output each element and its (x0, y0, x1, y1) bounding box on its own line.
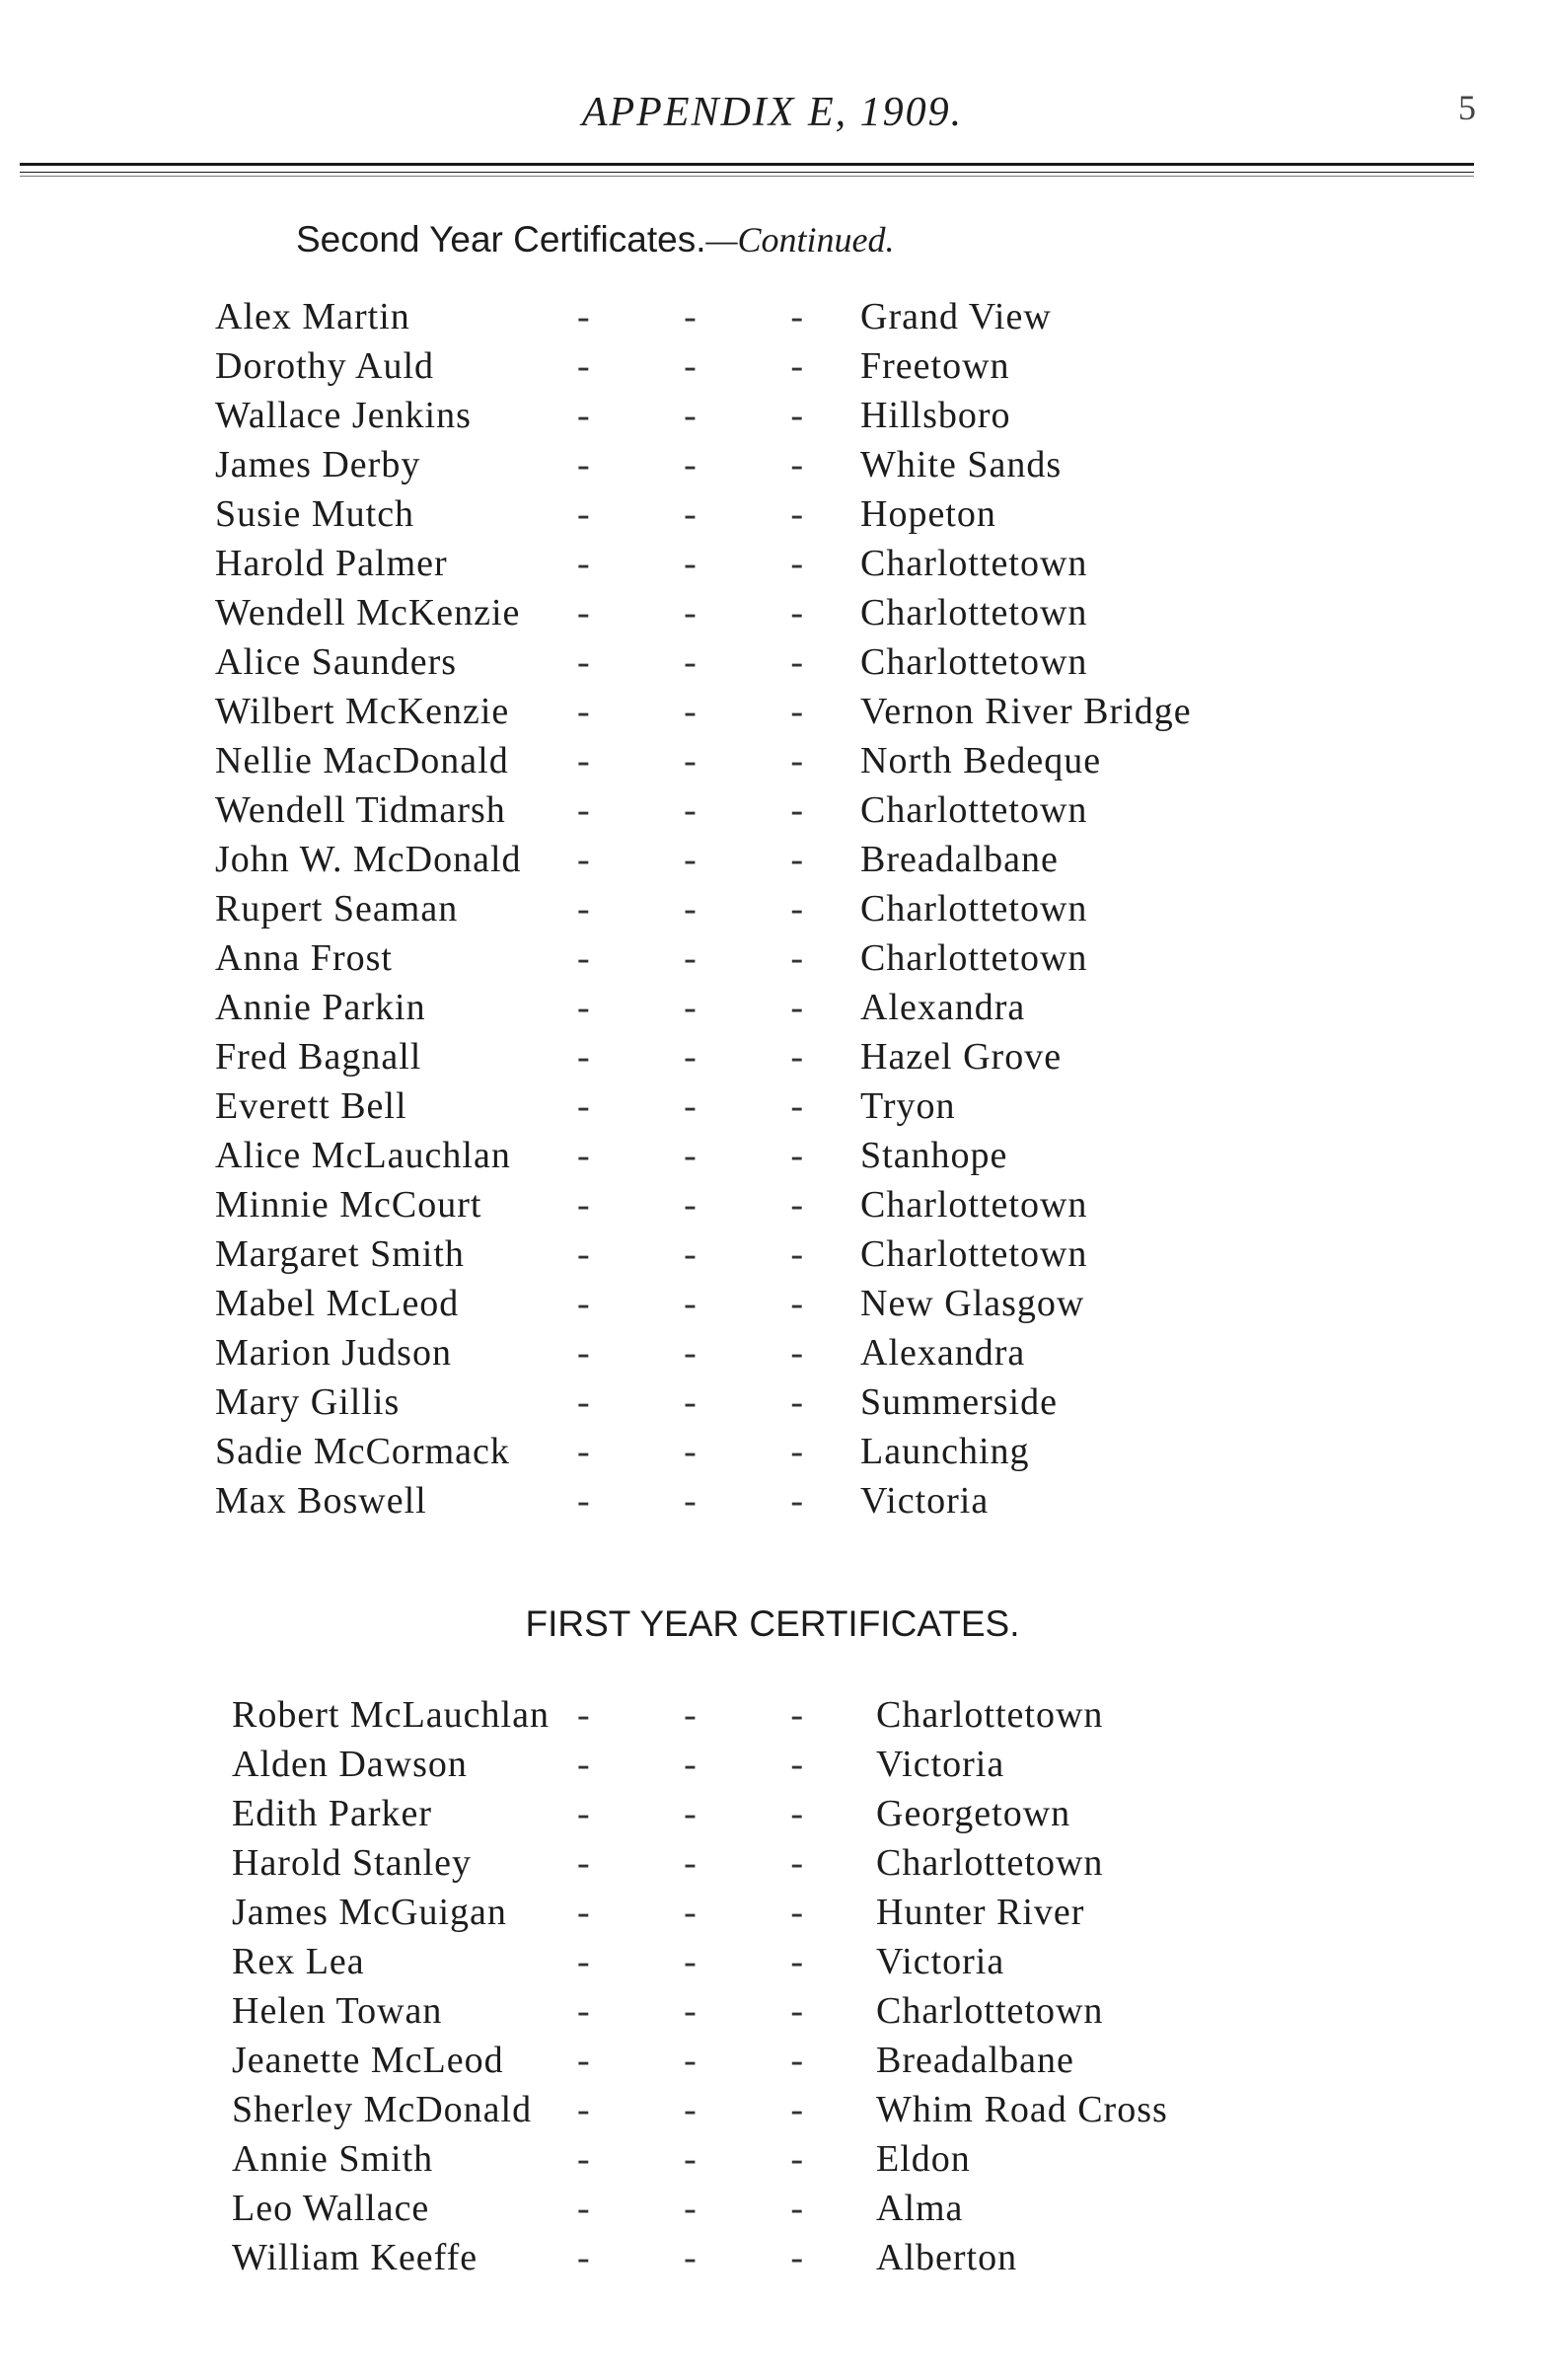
list-item (0, 1476, 1545, 1525)
leader-dashes: - - - (577, 2237, 804, 2278)
list-item (0, 1740, 1545, 1789)
student-name: Max Boswell (215, 1480, 427, 1522)
list-item (0, 1229, 1545, 1279)
leader-dashes: - - - (577, 296, 804, 337)
leader-dashes: - - - (577, 1036, 804, 1078)
list-item (0, 687, 1545, 736)
list-item (0, 983, 1545, 1032)
leader-dashes: - - - (577, 888, 804, 930)
leader-dashes: - - - (577, 1990, 804, 2032)
student-place: Alexandra (860, 987, 1026, 1028)
student-place: Charlottetown (876, 1990, 1104, 2032)
list-item (0, 440, 1545, 489)
student-name: Annie Parkin (215, 987, 426, 1028)
list-item (0, 2233, 1545, 2282)
list-item (0, 1131, 1545, 1180)
student-place: Hillsboro (860, 395, 1011, 436)
list-item (0, 637, 1545, 687)
list-item (0, 736, 1545, 785)
leader-dashes: - - - (577, 345, 804, 387)
leader-dashes: - - - (577, 987, 804, 1028)
leader-dashes: - - - (577, 839, 804, 880)
list-item (0, 1032, 1545, 1081)
student-place: North Bedeque (860, 740, 1102, 781)
page-header-title: APPENDIX E, 1909. (581, 90, 964, 135)
list-item (0, 2085, 1545, 2134)
list-item (0, 1690, 1545, 1740)
list-item (0, 292, 1545, 341)
leader-dashes: - - - (577, 691, 804, 732)
student-place: Hunter River (876, 1892, 1085, 1933)
student-name: Dorothy Auld (215, 345, 435, 387)
student-name: Alex Martin (215, 296, 410, 337)
student-place: Summerside (860, 1381, 1058, 1423)
leader-dashes: - - - (577, 2040, 804, 2081)
student-place: Georgetown (876, 1793, 1071, 1834)
leader-dashes: - - - (577, 641, 804, 683)
student-place: Alma (876, 2188, 964, 2229)
student-name: Mary Gillis (215, 1381, 401, 1423)
list-item (0, 1377, 1545, 1427)
leader-dashes: - - - (577, 937, 804, 979)
list-item (0, 2134, 1545, 2184)
student-name: Mabel McLeod (215, 1283, 460, 1324)
student-place: Charlottetown (860, 789, 1088, 831)
leader-dashes: - - - (577, 1480, 804, 1522)
student-place: Alberton (876, 2237, 1018, 2278)
second-year-heading-continued: —Continued. (705, 220, 895, 260)
student-name: Annie Smith (232, 2138, 434, 2180)
leader-dashes: - - - (577, 789, 804, 831)
student-place: Charlottetown (876, 1694, 1104, 1736)
leader-dashes: - - - (577, 2089, 804, 2130)
list-item (0, 835, 1545, 884)
student-place: Charlottetown (860, 888, 1088, 930)
leader-dashes: - - - (577, 1431, 804, 1472)
student-place: Charlottetown (876, 1842, 1104, 1884)
leader-dashes: - - - (577, 1381, 804, 1423)
list-item (0, 1789, 1545, 1838)
list-item (0, 1081, 1545, 1131)
student-name: Wallace Jenkins (215, 395, 472, 436)
student-name: Alice McLauchlan (215, 1135, 511, 1176)
leader-dashes: - - - (577, 740, 804, 781)
student-place: Eldon (876, 2138, 971, 2180)
list-item (0, 341, 1545, 391)
student-place: Breadalbane (876, 2040, 1074, 2081)
list-item (0, 1888, 1545, 1937)
leader-dashes: - - - (577, 1842, 804, 1884)
student-name: James Derby (215, 444, 421, 485)
student-place: Charlottetown (860, 1233, 1088, 1275)
student-place: Hazel Grove (860, 1036, 1063, 1078)
leader-dashes: - - - (577, 1085, 804, 1127)
list-item (0, 1279, 1545, 1328)
student-name: Robert McLauchlan (232, 1694, 550, 1736)
list-item (0, 1427, 1545, 1476)
student-place: Hopeton (860, 493, 996, 535)
student-place: Charlottetown (860, 641, 1088, 683)
leader-dashes: - - - (577, 1283, 804, 1324)
list-item (0, 1937, 1545, 1986)
student-name: Fred Bagnall (215, 1036, 422, 1078)
student-name: Wilbert McKenzie (215, 691, 510, 732)
header-rule-thin (20, 172, 1474, 173)
leader-dashes: - - - (577, 2188, 804, 2229)
student-place: Stanhope (860, 1135, 1008, 1176)
list-item (0, 1838, 1545, 1888)
list-item (0, 884, 1545, 933)
leader-dashes: - - - (577, 1233, 804, 1275)
leader-dashes: - - - (577, 1941, 804, 1982)
student-place: Breadalbane (860, 839, 1059, 880)
student-place: Charlottetown (860, 543, 1088, 584)
student-name: Wendell McKenzie (215, 592, 521, 633)
student-name: Helen Towan (232, 1990, 443, 2032)
student-place: Launching (860, 1431, 1030, 1472)
student-name: Minnie McCourt (215, 1184, 482, 1226)
leader-dashes: - - - (577, 1135, 804, 1176)
leader-dashes: - - - (577, 592, 804, 633)
leader-dashes: - - - (577, 543, 804, 584)
student-name: Sherley McDonald (232, 2089, 533, 2130)
student-name: Jeanette McLeod (232, 2040, 504, 2081)
student-name: Alice Saunders (215, 641, 458, 683)
student-name: Marion Judson (215, 1332, 452, 1374)
student-place: Tryon (860, 1085, 956, 1127)
second-year-list (0, 292, 1545, 1525)
student-name: Sadie McCormack (215, 1431, 510, 1472)
leader-dashes: - - - (577, 1694, 804, 1736)
student-place: Freetown (860, 345, 1010, 387)
student-name: Everett Bell (215, 1085, 407, 1127)
leader-dashes: - - - (577, 2138, 804, 2180)
student-name: Leo Wallace (232, 2188, 430, 2229)
list-item (0, 785, 1545, 835)
list-item (0, 1328, 1545, 1377)
student-place: White Sands (860, 444, 1063, 485)
list-item (0, 933, 1545, 983)
student-name: Susie Mutch (215, 493, 415, 535)
header-rule-faint (20, 176, 1474, 177)
student-name: Wendell Tidmarsh (215, 789, 506, 831)
student-place: Victoria (876, 1744, 1005, 1785)
student-name: Anna Frost (215, 937, 393, 979)
list-item (0, 588, 1545, 637)
leader-dashes: - - - (577, 395, 804, 436)
student-place: New Glasgow (860, 1283, 1085, 1324)
leader-dashes: - - - (577, 1892, 804, 1933)
student-name: James McGuigan (232, 1892, 507, 1933)
student-name: Rupert Seaman (215, 888, 459, 930)
student-name: Alden Dawson (232, 1744, 468, 1785)
student-name: Harold Stanley (232, 1842, 473, 1884)
leader-dashes: - - - (577, 1332, 804, 1374)
list-item (0, 2036, 1545, 2085)
student-name: Harold Palmer (215, 543, 448, 584)
second-year-heading (296, 219, 895, 260)
header-rule-thick (20, 163, 1474, 166)
list-item (0, 1986, 1545, 2036)
student-name: Margaret Smith (215, 1233, 465, 1275)
leader-dashes: - - - (577, 444, 804, 485)
list-item (0, 391, 1545, 440)
leader-dashes: - - - (577, 493, 804, 535)
second-year-heading-text: Second Year Certificates. (296, 219, 706, 260)
student-place: Charlottetown (860, 937, 1088, 979)
student-place: Alexandra (860, 1332, 1026, 1374)
student-place: Charlottetown (860, 592, 1088, 633)
list-item (0, 2184, 1545, 2233)
leader-dashes: - - - (577, 1184, 804, 1226)
list-item (0, 539, 1545, 588)
student-name: John W. McDonald (215, 839, 522, 880)
student-place: Victoria (860, 1480, 990, 1522)
student-place: Grand View (860, 296, 1052, 337)
student-name: Rex Lea (232, 1941, 365, 1982)
student-place: Whim Road Cross (876, 2089, 1168, 2130)
student-name: Edith Parker (232, 1793, 433, 1834)
student-name: William Keeffe (232, 2237, 478, 2278)
student-place: Charlottetown (860, 1184, 1088, 1226)
student-name: Nellie MacDonald (215, 740, 509, 781)
list-item (0, 1180, 1545, 1229)
first-year-list (0, 1690, 1545, 2282)
leader-dashes: - - - (577, 1793, 804, 1834)
page-number: 5 (1458, 88, 1476, 127)
student-place: Victoria (876, 1941, 1005, 1982)
leader-dashes: - - - (577, 1744, 804, 1785)
first-year-heading: FIRST YEAR CERTIFICATES. (525, 1603, 1020, 1644)
list-item (0, 489, 1545, 539)
student-place: Vernon River Bridge (860, 691, 1192, 732)
